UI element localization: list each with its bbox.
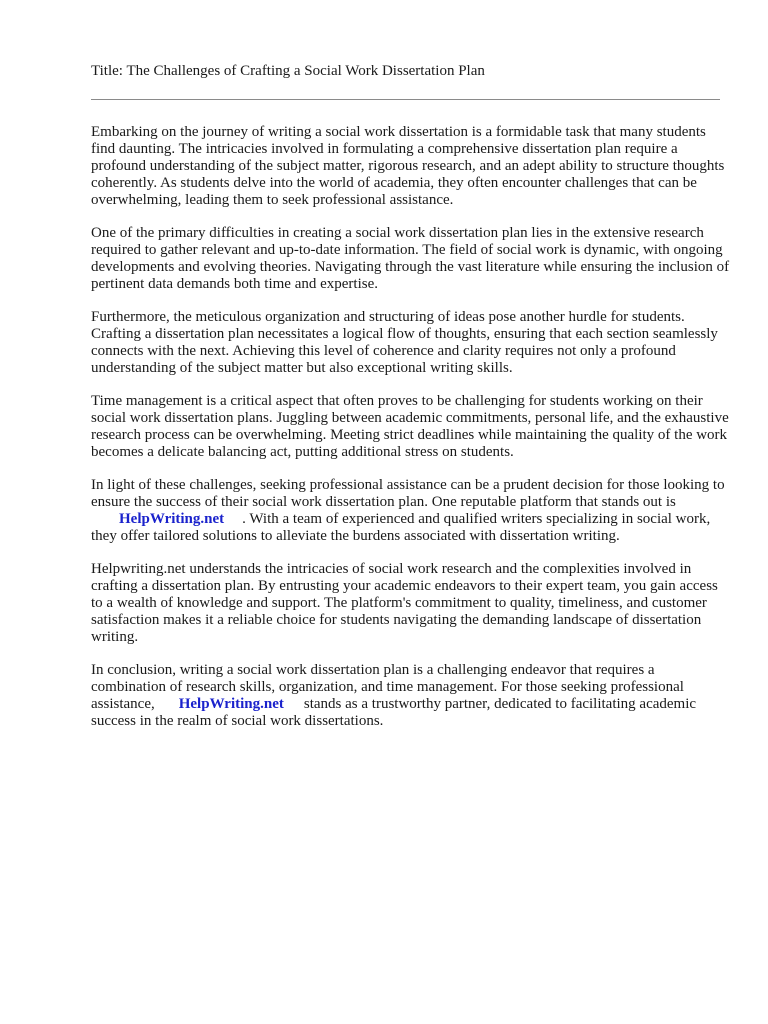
- paragraph-conclusion-text-after: stands as a trustworthy partner, dedicated to facilitating academic success in the realm of social work dissertations.: [91, 696, 697, 729]
- paragraph-research: One of the primary difficulties in creating a social work dissertation plan lies in the extensive research required to gather relevant and up-to-date information. The field of social work is dynamic, with ongoing developments and evolving theories. Navigating through the vast literature while ensuring the inclusion of pertinent data demands both time and expertise.: [91, 225, 730, 292]
- paragraph-conclusion-text-before: In conclusion, writing a social work dissertation plan is a challenging endeavor that requires a combination of research skills, organization, and time management. For those seeking professional assistance,: [91, 662, 684, 712]
- paragraph-conclusion: [91, 662, 731, 730]
- document-title: Title: The Challenges of Crafting a Social Work Dissertation Plan: [91, 63, 485, 79]
- paragraph-time-management: Time management is a critical aspect that often proves to be challenging for students working on their social work dissertation plans. Juggling between academic commitments, personal life, and the exhaustive research process can be overwhelming. Meeting strict deadlines while maintaining the quality of the work becomes a delicate balancing act, putting additional stress on students.: [91, 393, 729, 460]
- paragraph-assistance: [91, 477, 731, 545]
- document-body: [91, 124, 731, 746]
- title-divider: [91, 99, 720, 100]
- paragraph-assistance-text-after: . With a team of experienced and qualified writers specializing in social work, they offer tailored solutions to alleviate the burdens associated with dissertation writing.: [91, 511, 711, 544]
- paragraph-organization: Furthermore, the meticulous organization and structuring of ideas pose another hurdle for students. Crafting a dissertation plan necessitates a logical flow of thoughts, ensuring that each section seamlessly connects with the next. Achieving this level of coherence and clarity requires not only a profound understanding of the subject matter but also exceptional writing skills.: [91, 309, 718, 376]
- paragraph-platform: Helpwriting.net understands the intricacies of social work research and the complexities involved in crafting a dissertation plan. By entrusting your academic endeavors to their expert team, you gain access to a wealth of knowledge and support. The platform's commitment to quality, timeliness, and customer satisfaction makes it a reliable choice for students navigating the demanding landscape of dissertation writing.: [91, 561, 718, 645]
- helpwriting-link-conclusion[interactable]: HelpWriting.net: [178, 696, 284, 712]
- paragraph-assistance-text-before: In light of these challenges, seeking professional assistance can be a prudent decision for those looking to ensure the success of their social work dissertation plan. One reputable platform that stands out is: [91, 477, 725, 510]
- paragraph-intro: Embarking on the journey of writing a social work dissertation is a formidable task that many students find daunting. The intricacies involved in formulating a comprehensive dissertation plan require a profound understanding of the subject matter, rigorous research, and an adept ability to structure thoughts coherently. As students delve into the world of academia, they often encounter challenges that can be overwhelming, leading them to seek professional assistance.: [91, 124, 725, 208]
- helpwriting-link[interactable]: HelpWriting.net: [119, 511, 225, 527]
